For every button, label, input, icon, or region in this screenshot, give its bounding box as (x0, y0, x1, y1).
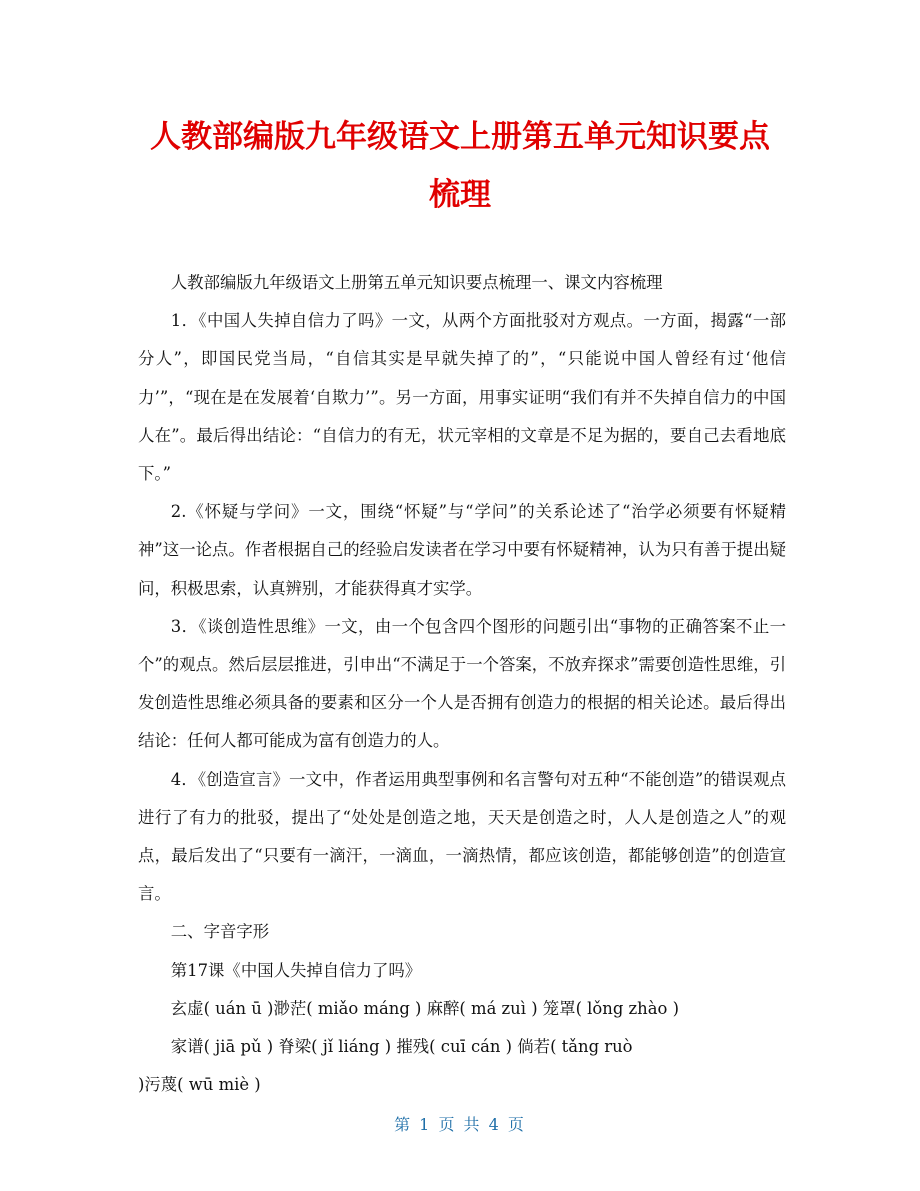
title-line-2: 梳理 (429, 177, 491, 213)
intro-paragraph: 人教部编版九年级语文上册第五单元知识要点梳理一、课文内容梳理 (170, 273, 663, 292)
document-body (138, 264, 786, 1104)
paragraph-2: 2.《怀疑与学问》一文，围绕“怀疑”与“学问”的关系论述了“治学必须要有怀疑精神”这一论点。作者根据自己的经验启发读者在学习中要有怀疑精神，认为只有善于提出疑问，积极思索，认真辨别，才能获得真才实学。 (138, 502, 786, 598)
lesson-heading: 第17课《中国人失掉自信力了吗》 (170, 960, 422, 980)
page-footer: 第 1 页 共 4 页 (394, 1115, 526, 1134)
section-heading: 二、字音字形 (170, 922, 270, 942)
pinyin-line-2: 家谱( jiā pǔ ) 脊梁( jǐ liáng ) 摧残( cuī cán ) 倘若( tǎng ruò (170, 1037, 633, 1057)
pinyin-line-3: )污蔑( wū miè ) (138, 1075, 261, 1095)
title-line-1: 人教部编版九年级语文上册第五单元知识要点 (150, 119, 770, 155)
pinyin-line-1: 玄虚( uán ū )渺茫( miǎo máng ) 麻醉( má zuì ) 笼罩( lǒng zhào ) (170, 998, 679, 1018)
paragraph-3: 3．《谈创造性思维》一文，由一个包含四个图形的问题引出“事物的正确答案不止一个”的观点。然后层层推进，引申出“不满足于一个答案，不放弃探求”需要创造性思维，引发创造性思维必须具备的要素和区分一个人是否拥有创造力的根据的相关论述。最后得出结论：任何人都可能成为富有创造力的人。 (138, 616, 786, 751)
document-title (120, 108, 800, 224)
paragraph-4: 4．《创造宣言》一文中，作者运用典型事例和名言警句对五种“不能创造”的错误观点进行了有力的批驳，提出了“处处是创造之地，天天是创造之时，人人是创造之人”的观点，最后发出了“只要有一滴汗，一滴血，一滴热情，都应该创造，都能够创造”的创造宣言。 (138, 769, 786, 904)
paragraph-1: 1．《中国人失掉自信力了吗》一文，从两个方面批驳对方观点。一方面，揭露“一部分人”，即国民党当局，“自信其实是早就失掉了的”，“只能说中国人曾经有过‘他信力’”，“现在是在发展着‘自欺力’”。另一方面，用事实证明“我们有并不失掉自信力的中国人在”。最后得出结论：“自信力的有无，状元宰相的文章是不足为据的，要自己去看地底下。” (138, 311, 786, 484)
